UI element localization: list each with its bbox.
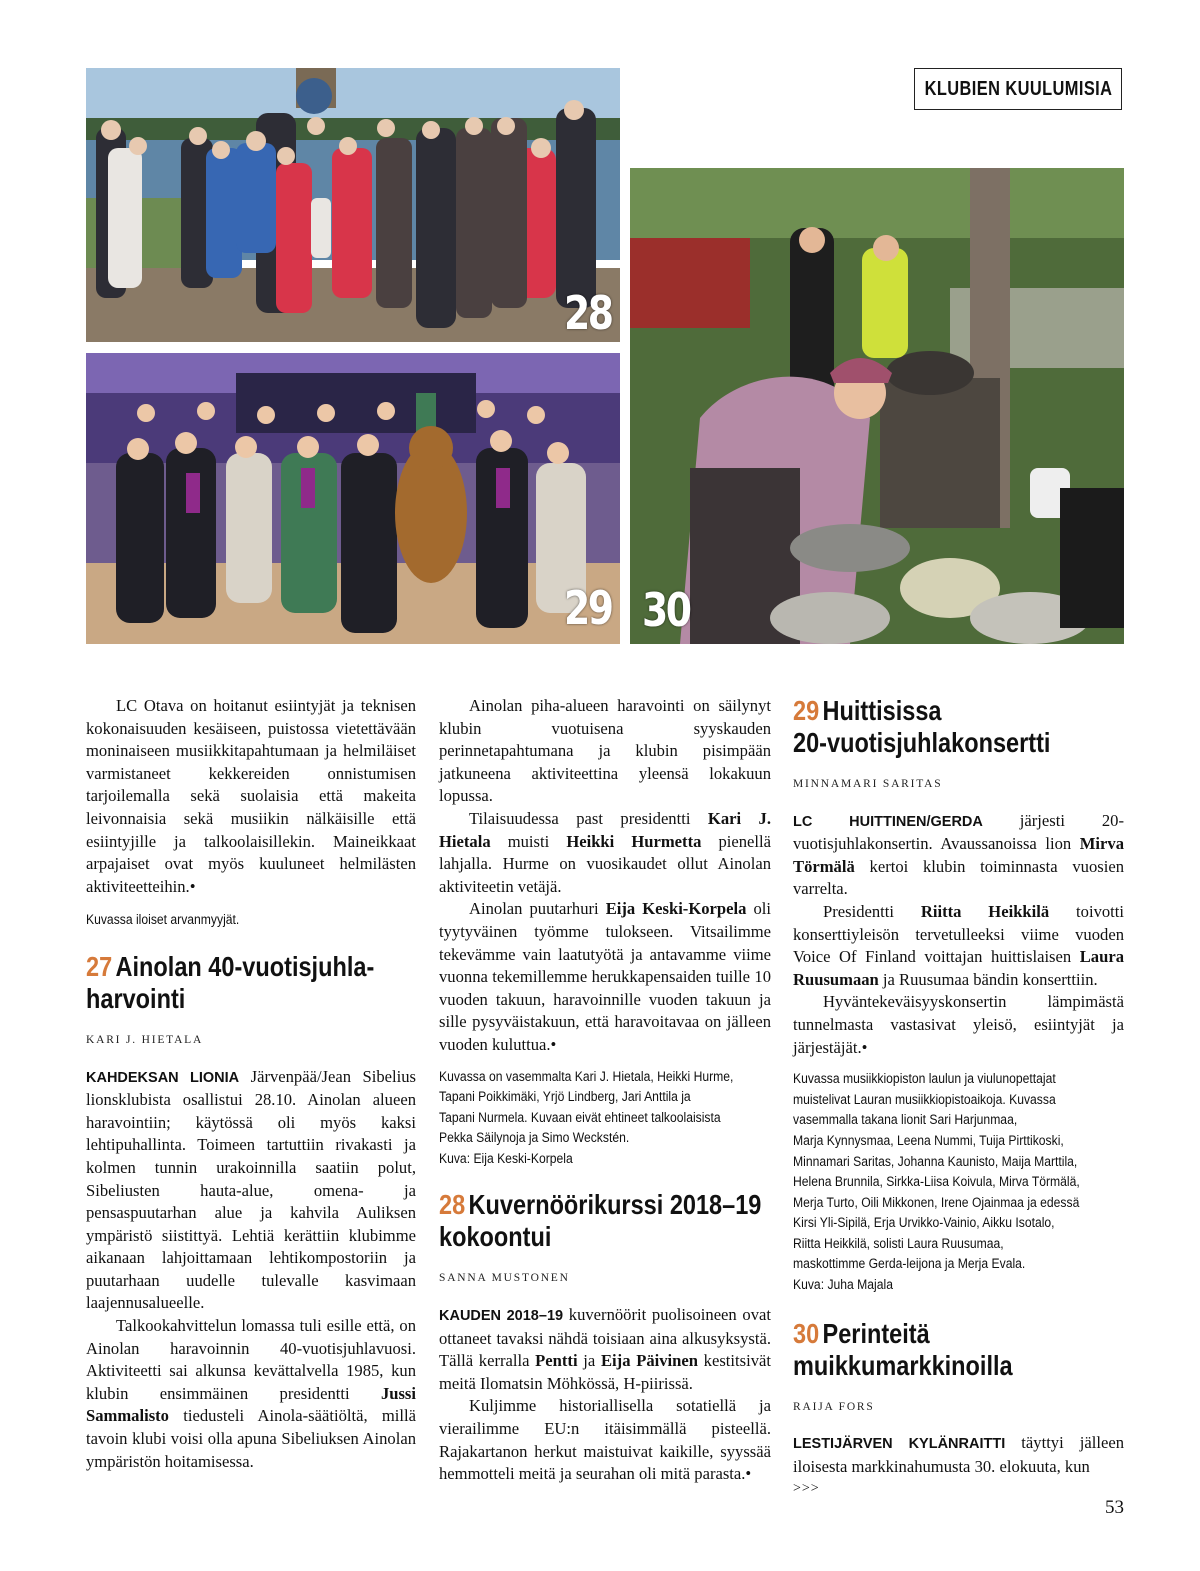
photo-number-29: 29: [564, 581, 612, 635]
article-27-paragraph-2: Talkookahvittelun lomassa tuli esille että, on Ainolan haravoinnin 40-vuotisjuhlavuosi. Aktiviteetti sai alkunsa kevättalvella 1985, kun klubin ensimmäinen presidentti Jussi Sammalisto tiedusteli Ainola-säätiöltä, millä tavoin klubi voisi olla apuna Sibeliuksen Ainolan ympäristön hoitamisessa.: [86, 1316, 416, 1471]
article-28-paragraph-2: Kuljimme historiallisella sotatiellä ja vierailimme EU:n itäisimmällä pisteellä. Rajakartanon herkut maistuivat kaikille, syyssää hemmotteli meitä ja seurahan oli mitä parasta.•: [439, 1396, 771, 1484]
page-number: 53: [1105, 1497, 1124, 1518]
article-29-paragraph-3: Hyväntekeväisyyskonsertin lämpimästä tunnelmasta vastasivat yleisö, esiintyjät ja järjestäjät.•: [793, 992, 1124, 1057]
caption-line: Merja Turto, Oili Mikkonen, Irene Ojainmaa ja edessä: [793, 1194, 1080, 1210]
article-28: [439, 1189, 771, 1485]
article-28-paragraph-1: KAUDEN 2018–19 kuvernöörit puolisoineen ovat ottaneet tavaksi nähdä toisiaan aina alkusyksystä. Tällä kerralla Pentti ja Eija Päivinen kestitsivät meitä Ilomatsin Möhkössä, H-piirissä.: [439, 1305, 771, 1393]
column-3: [793, 695, 1124, 1501]
col1-paragraph-1: LC Otava on hoitanut esiintyjät ja teknisen kokonaisuuden kesäiseen, puistossa vietettävään moninaiseen musiikkitapahtumaan ja helmiläiset varmistaneet kekkereiden onnistumisen tarjoilemalla sekä suolaisia että makeita leivonnaisia sekä musiikin nälkäisille että esiintyjille ja talkoolaisillekin. Maineikkaat arpajaiset ovat myös kuuluneet helmilästen aktiviteetteihin.•: [86, 696, 416, 896]
caption-line: Riitta Heikkilä, solisti Laura Ruusumaa,: [793, 1235, 1004, 1251]
caption-line: Kuva: Juha Majala: [793, 1277, 893, 1293]
section-tag-label: KLUBIEN KUULUMISIA: [924, 77, 1112, 100]
caption-line: Helena Brunnila, Sirkka-Liisa Koivula, Mirva Törmälä,: [793, 1174, 1080, 1190]
photo-number-28: 28: [564, 286, 612, 340]
caption-line: Kirsi Yli-Sipilä, Erja Urvikko-Vainio, Aikku Isotalo,: [793, 1215, 1055, 1231]
caption-line: Pekka Säilynoja ja Simo Weckstén.: [439, 1130, 630, 1146]
caption-line: Marja Kynnysmaa, Leena Nummi, Tuija Pirttikoski,: [793, 1132, 1064, 1148]
article-27-paragraph-1: KAHDEKSAN LIONIA Järvenpää/Jean Sibelius lionsklubista osallistui 28.10. Ainolan alueen haravointiin; käytössä oli myös kaksi lehtipuhallinta. Toimeen tartuttiin rivakasti ja kolmen tunnin urakoinnilla saatiin polut, Sibeliusten hauta-alue, omena- ja pensaspuutarhan alue ja kahvila Auliksen ympäristö siistittyä. Lehtiä kerättiin klubimme aikanaan lahjoittamaan lehtikompostoriin ja puutarhaan uudelle tulevalle kasvimaan laajennusalueelle.: [86, 1066, 416, 1313]
article-27-byline: KARI J. HIETALA: [86, 1033, 204, 1046]
caption-line: muistelivat Lauran musiikkiopistoaikoja. Kuvassa: [793, 1091, 1056, 1107]
caption-line: maskottimme Gerda-leijona ja Merja Evala.: [793, 1256, 1026, 1272]
photo-30: [630, 168, 1124, 644]
photo-number-30: 30: [642, 583, 690, 637]
article-30-title-line2: muikkumarkkinoilla: [793, 1349, 1013, 1381]
photo-29: [86, 353, 620, 644]
caption-line: Kuva: Eija Keski-Korpela: [439, 1150, 573, 1166]
col2-paragraph-3: Ainolan puutarhuri Eija Keski-Korpela oli tyytyväinen työmme tulokseen. Vitsailimme tekevämme vain laatutyötä ja antavamme viime vuonna tekemillemme herukkapensaiden tuille 10 vuoden takuun, haravoinnille vuoden takuun ja sille pysyväistakuun, että haravoitavaa on jälleen vuoden kuluttua.•: [439, 899, 771, 1054]
column-2: [439, 695, 771, 1486]
article-28-title-line2: kokoontui: [439, 1221, 552, 1253]
caption-line: Kuvassa musiikkiopiston laulun ja viulunopettajat: [793, 1071, 1056, 1087]
article-28-byline: SANNA MUSTONEN: [439, 1272, 570, 1285]
article-28-title: 28 Kuvernöörikurssi 2018–19: [439, 1189, 762, 1221]
col1-caption: Kuvassa iloiset arvanmyyjät.: [86, 912, 240, 928]
caption-line: Tapani Poikkimäki, Yrjö Lindberg, Jari Anttila ja: [439, 1089, 691, 1105]
caption-line: Tapani Nurmela. Kuvaan eivät ehtineet talkoolaisista: [439, 1109, 721, 1125]
col2-paragraph-1: Ainolan piha-alueen haravointi on säilynyt klubin vuotuisena syyskauden perinnetapahtumana ja klubin pisimpään jatkuneena aktiviteettina yleensä lokakuun lopussa.: [439, 696, 771, 806]
article-29-byline: MINNAMARI SARITAS: [793, 778, 943, 790]
article-29: [793, 695, 1124, 1296]
article-30: [793, 1318, 1124, 1501]
caption-line: Kuvassa on vasemmalta Kari J. Hietala, Heikki Hurme,: [439, 1068, 734, 1084]
continued-marker: >>>: [793, 1481, 820, 1497]
article-30-byline: RAIJA FORS: [793, 1400, 875, 1413]
photo-28: [86, 68, 620, 342]
section-tag: [914, 68, 1122, 110]
caption-line: vasemmalla takana lionit Sari Harjunmaa,: [793, 1112, 1018, 1128]
col2-paragraph-2: Tilaisuudessa past presidentti Kari J. Hietala muisti Heikki Hurmetta pienellä lahjalla. Hurme on vuosikaudet ollut Ainolan aktiviteetin vetäjä.: [439, 808, 772, 896]
article-29-paragraph-1: LC HUITTINEN/GERDA järjesti 20-vuotisjuhlakonsertin. Avaussanoissa lion Mirva Törmälä kertoi klubin toiminnasta vuosien varrelta.: [793, 810, 1124, 899]
article-27-title-line2: harvointi: [86, 982, 186, 1014]
col2-caption: [439, 1067, 771, 1170]
column-1: [86, 695, 416, 1473]
article-29-title: 29 Huittisissa: [793, 695, 942, 726]
article-27-title: 27 Ainolan 40-vuotisjuhla-: [86, 950, 375, 982]
article-29-title-line2: 20-vuotisjuhlakonsertti: [793, 727, 1051, 758]
article-30-paragraph-1: LESTIJÄRVEN KYLÄNRAITTI täyttyi jälleen iloisesta markkinahumusta 30. elokuuta, kun: [793, 1433, 1124, 1476]
article-27: [86, 951, 416, 1473]
caption-line: Minnamari Saritas, Johanna Kaunisto, Maija Marttila,: [793, 1153, 1078, 1169]
article-29-paragraph-2: Presidentti Riitta Heikkilä toivotti konserttiyleisön tervetulleeksi viime vuoden Voice Of Finland voittajan huittislaisen Laura Ruusumaan ja Ruusumaa bändin konserttiin.: [793, 901, 1124, 989]
article-29-caption: [793, 1069, 1124, 1296]
article-30-title: 30 Perinteitä: [793, 1317, 930, 1349]
